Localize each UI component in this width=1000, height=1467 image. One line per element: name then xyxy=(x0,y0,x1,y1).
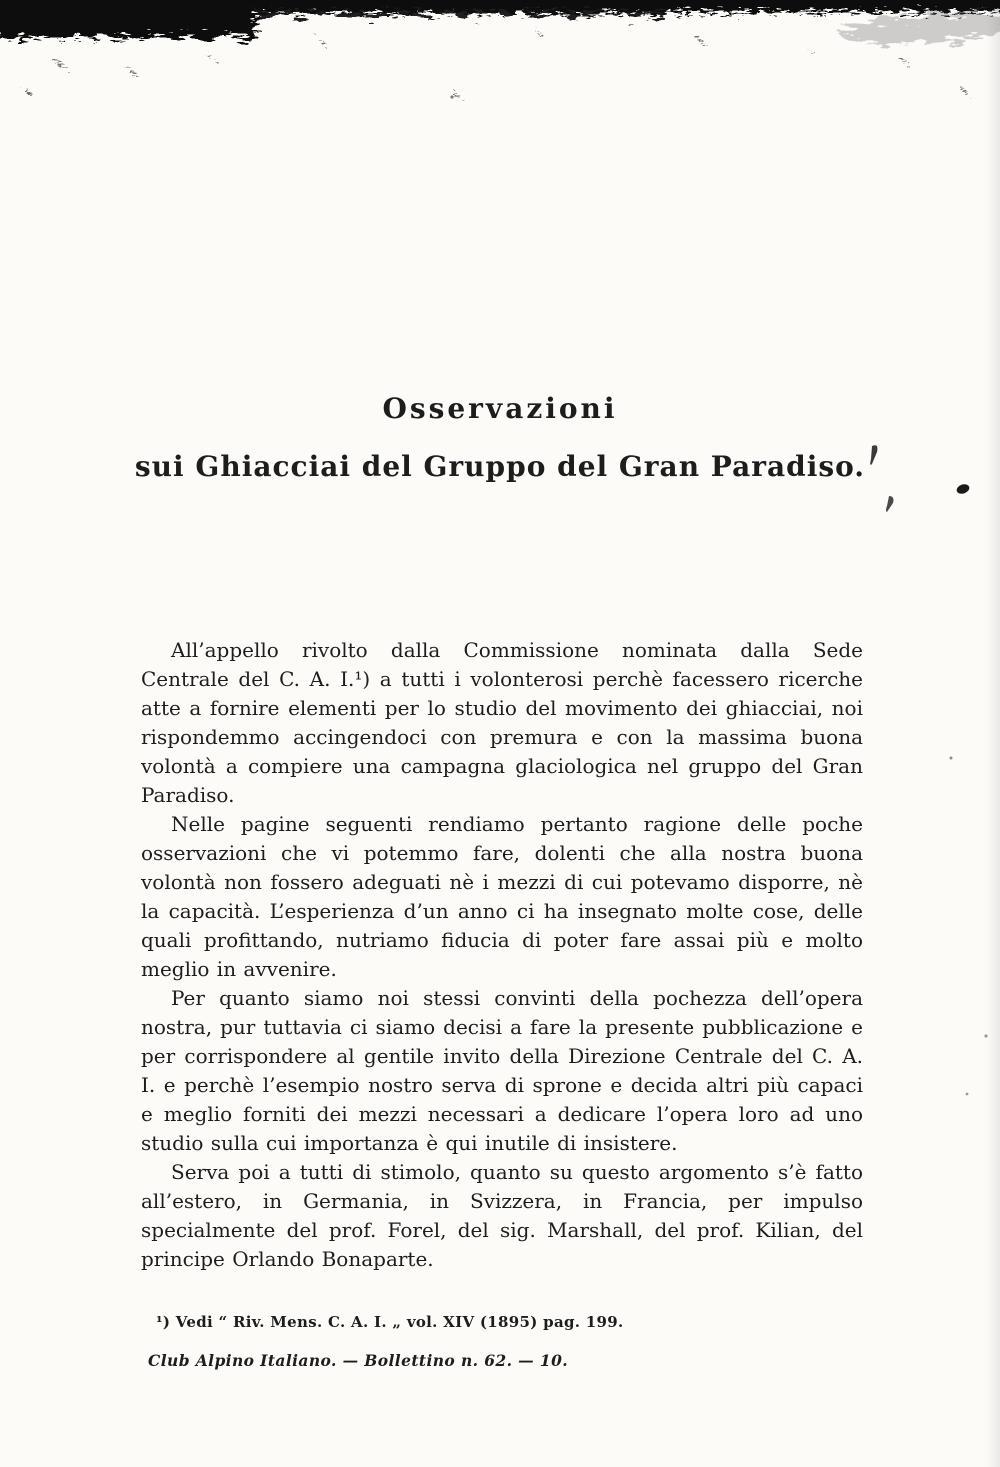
paragraph-3: Per quanto siamo noi stessi convinti della pochezza dell’opera nostra, pur tuttavia ci siamo decisi a fare la presente pubblicazione e per corrispondere al gentile invito della Direzione Centrale del C. A. I. e perchè l’esempio nostro serva di sprone e decida altri più capaci e meglio forniti dei mezzi necessari a dedicare l’opera loro ad uno studio sulla cui importanza è qui inutile di insistere. xyxy=(141,986,863,1155)
paragraph-2: Nelle pagine seguenti rendiamo pertanto ragione delle poche osservazioni che vi potemmo fare, dolenti che alla nostra buona volontà non fossero adeguati nè i mezzi di cui potevamo disporre, nè la capacità. L’esperienza d’un anno ci ha insegnato molte cose, delle quali profittando, nutriamo fiducia di poter fare assai più e molto meglio in avvenire. xyxy=(141,812,863,981)
footer-imprint: Club Alpino Italiano. — Bollettino n. 62. — 10. xyxy=(148,1351,569,1370)
title-line-1: Osservazioni xyxy=(382,392,618,425)
paragraph-1: All’appello rivolto dalla Commissione nominata dalla Sede Centrale del C. A. I.¹) a tutti i volonterosi perchè facessero ricerche atte a fornire elementi per lo studio del movimento dei ghiacciai, noi rispondemmo accingendoci con premura e con la massima buona volontà a compiere una campagna glaciologica nel gruppo del Gran Paradiso. xyxy=(141,638,863,807)
title-line-2: sui Ghiacciai del Gruppo del Gran Paradiso. xyxy=(134,450,866,483)
document-title xyxy=(0,392,1000,484)
footnote: ¹) Vedi “ Riv. Mens. C. A. I. „ vol. XIV (1895) pag. 199. xyxy=(156,1313,624,1331)
body-text xyxy=(141,636,863,1274)
scan-artifact-top xyxy=(0,0,1000,130)
paragraph-4: Serva poi a tutti di stimolo, quanto su questo argomento s’è fatto all’estero, in Germania, in Svizzera, in Francia, per impulso specialmente del prof. Forel, del sig. Marshall, del prof. Kilian, del principe Orlando Bonaparte. xyxy=(141,1160,863,1271)
scan-edge-shade xyxy=(986,0,1000,1467)
